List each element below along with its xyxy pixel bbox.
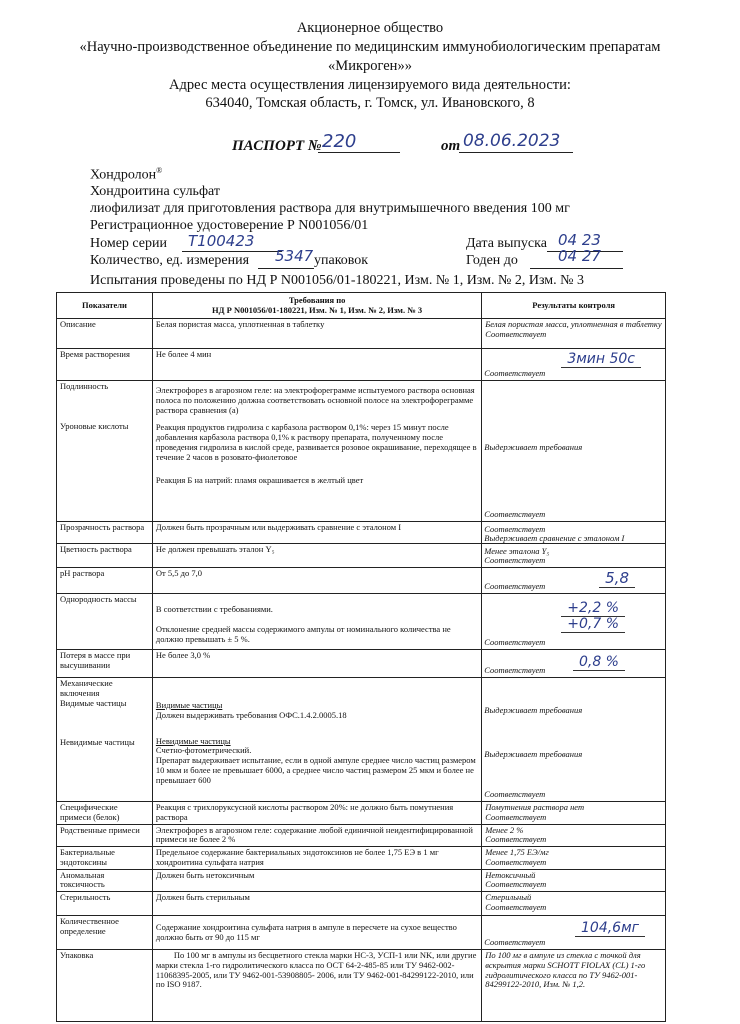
table-row: Прозрачность раствора Должен быть прозрачным или выдерживать сравнение с эталоном I Соответствует Выдерживает сравнение с эталоном I <box>57 522 666 544</box>
col-header-requirements: Требования по НД Р N001056/01-180221, Изм. № 1, Изм. № 2, Изм. № 3 <box>152 293 481 319</box>
table-row: Стерильность Должен быть стерильным Стерильный Соответствует <box>57 892 666 916</box>
org-name-2: «Микроген»» <box>328 58 412 74</box>
qty-unit: упаковок <box>314 253 369 268</box>
qty-label: Количество, ед. измерения <box>90 253 250 268</box>
table-row: pH раствора От 5,5 до 7,0 5,8 Соответствует <box>57 568 666 594</box>
table-row: Подлинность Уроновые кислоты Электрофорез в агарозном геле: на электрофореграмме испытуемого раствора основная полоса по положению должна соответствовать основной полосе на электрофореграмме раствора сравнения (а) Реакция продуктов гидролиза с карбазола раствором 0,1%: через 15 минут после добавления карбазола раствора 0,1% к раствору препарата, полученному после проведения гидролиза в кислой среде, развивается розовое окрашивание, переходящее в течение 2 часов в розовато-фиолетовое Реакция Б на натрий: пламя окрашивается в желтый цвет Выдерживает требования Соответствует <box>57 381 666 522</box>
product-form: лиофилизат для приготовления раствора для внутримышечного введения 100 мг <box>90 201 570 216</box>
table-row: Родственные примеси Электрофорез в агарозном геле: содержание любой единичной неидентифицированной примеси не более 2 % Менее 2 % Соответствует <box>57 824 666 847</box>
org-name: «Научно-производственное объединение по медицинским иммунобиологическим препаратам <box>79 39 661 55</box>
table-row: Однородность массы В соответствии с требованиями. Отклонение средней массы содержимого ампулы от номинального количества не должно превышать ± 5 %. +2,2 % +0,7 % Соответствует <box>57 594 666 650</box>
handwritten-result: +2,2 % <box>561 600 625 617</box>
table-row: Специфические примеси (белок) Реакция с трихлоруксусной кислоты раствором 20%: не должно быть помутнения раствора Помутнения раствора нет Соответствует <box>57 802 666 825</box>
table-row: Цветность раствора Не должен превышать эталон Y₅ Менее эталона Y₅ Соответствует <box>57 544 666 568</box>
handwritten-result: 5,8 <box>599 570 635 588</box>
handwritten-result: 104,6мг <box>575 920 645 937</box>
address: 634040, Томская область, г. Томск, ул. Ивановского, 8 <box>205 95 535 111</box>
col-header-results: Результаты контроля <box>482 293 666 319</box>
passport-date-label: от <box>441 138 461 154</box>
org-type: Акционерное общество <box>296 20 444 36</box>
address-title: Адрес места осуществления лицензируемого вида деятельности: <box>169 77 571 93</box>
qty-value: 5347 <box>275 247 314 265</box>
handwritten-result: +0,7 % <box>561 616 625 633</box>
table-row: Механические включения Видимые частицы Невидимые частицы Видимые частицы Должен выдерживать требования ОФС.1.4.2.0005.18 Невидимые частицы Счетно-фотометрический. Препарат выдерживает испытание, если в одной ампуле среднее число частиц размером 10 мкм и более не превышает 6000, а среднее число частиц размером 25 мкм и более не превышает 600 Выдерживает требования Выдерживает требования Соответствует <box>57 678 666 802</box>
table-row: Упаковка По 100 мг в ампулы из бесцветного стекла марки НС-3, УСП-1 или NK, или другие марки стекла 1-го гидролитического класса по ОСТ 64-2-485-85 или ТУ 9462-002-11068395-2005, или ТУ 9462-001-53908805- 2006, или ТУ 9462-001-84299122-2010, или по ISO 9187. По 100 мг в ампуле из стекла с точкой для вскрытия марки SCHOTT FIOLAX (CL) 1-го гидролитического класса по ТУ 9462-001-84299122-2010, Изм. № 1,2. <box>57 950 666 1022</box>
col-header-indicators: Показатели <box>57 293 153 319</box>
handwritten-result: 3мин 50с <box>561 351 641 368</box>
table-row: Бактериальные эндотоксины Предельное содержание бактериальных эндотоксинов не более 1,75 ЕЭ в 1 мг хондроитина сульфата натрия Менее 1,75 ЕЭ/мг Соответствует <box>57 847 666 870</box>
passport-label: ПАСПОРТ № <box>232 138 322 154</box>
table-row: Количественное определение Содержание хондроитина сульфата натрия в ампуле в пересчете на сухое вещество должно быть от 90 до 115 мг 104,6мг Соответствует <box>57 916 666 950</box>
control-table <box>56 292 666 1022</box>
registration: Регистрационное удостоверение Р N001056/01 <box>90 218 369 233</box>
release-label: Дата выпуска <box>466 236 547 251</box>
product-name: Хондролон® <box>90 166 163 183</box>
table-row: Аномальная токсичность Должен быть нетоксичным Нетоксичный Соответствует <box>57 869 666 892</box>
series-value: Т100423 <box>188 232 255 250</box>
passport-number: 220 <box>322 131 357 152</box>
product-substance: Хондроитина сульфат <box>90 184 220 199</box>
valid-value: 04 27 <box>558 247 601 265</box>
handwritten-result: 0,8 % <box>573 654 625 671</box>
series-label: Номер серии <box>90 236 167 251</box>
table-row: Описание Белая пористая масса, уплотненная в таблетку Белая пористая масса, уплотненная в таблетку Соответствует <box>57 319 666 349</box>
release-value: 04 23 <box>558 231 601 249</box>
table-row: Время растворения Не более 4 мин 3мин 50с Соответствует <box>57 349 666 381</box>
table-row: Потеря в массе при высушивании Не более 3,0 % 0,8 % Соответствует <box>57 650 666 678</box>
valid-label: Годен до <box>466 253 518 268</box>
passport-date: 08.06.2023 <box>463 131 561 151</box>
tests-line: Испытания проведены по НД Р N001056/01-180221, Изм. № 1, Изм. № 2, Изм. № 3 <box>90 273 585 288</box>
